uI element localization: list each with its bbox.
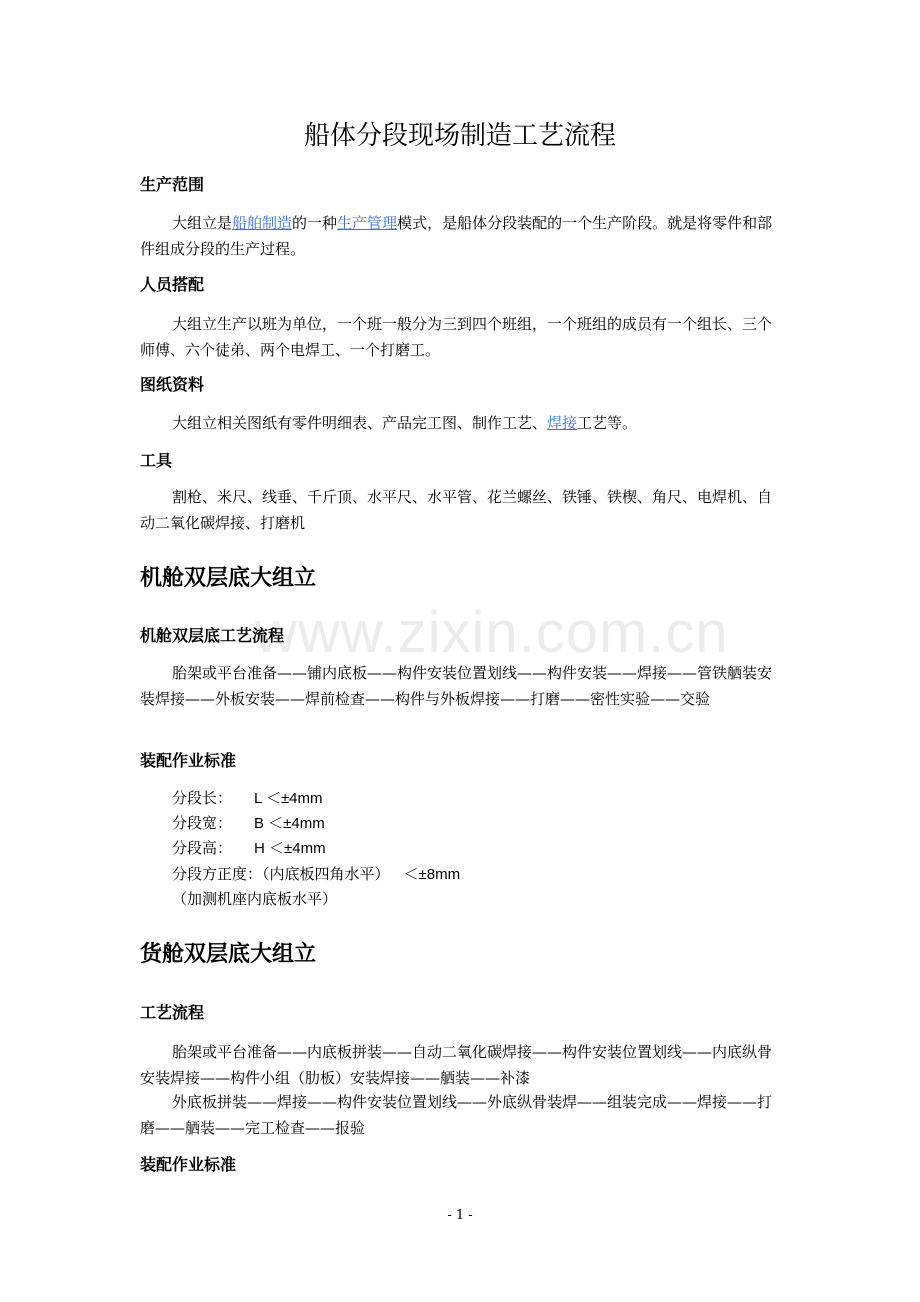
spec-height xyxy=(172,836,326,861)
heading-cargo-standard: 装配作业标准 xyxy=(140,1155,237,1174)
watermark: www.zixin.com.cn xyxy=(255,600,729,665)
heading-engine-room: 机舱双层底大组立 xyxy=(140,566,317,591)
heading-drawings: 图纸资料 xyxy=(140,375,205,394)
scope-text-b: 的一种 xyxy=(292,214,338,232)
squareness-value: ＜±8mm xyxy=(403,866,461,883)
paragraph-cargo-process-1: 胎架或平台准备——内底板拼装——自动二氧化碳焊接——构件安装位置划线——内底纵骨安装焊接——构件小组（肋板）安装焊接——舾装——补漆 xyxy=(140,1043,773,1087)
link-welding[interactable]: 焊接 xyxy=(547,414,578,432)
paragraph-engine-process: 胎架或平台准备——铺内底板——构件安装位置划线——构件安装——焊接——管铁舾装安装焊接——外板安装——焊前检查——构件与外板焊接——打磨——密性实验——交验 xyxy=(140,664,773,708)
heading-engine-process: 机舱双层底工艺流程 xyxy=(140,626,285,645)
paragraph-scope xyxy=(140,210,782,262)
spec-label: 分段高： xyxy=(172,839,233,857)
heading-cargo-hold: 货舱双层底大组立 xyxy=(140,942,317,967)
page-title: 船体分段现场制造工艺流程 xyxy=(303,121,616,151)
page-number: - 1 - xyxy=(447,1208,473,1223)
drawings-text-a: 大组立相关图纸有零件明细表、产品完工图、制作工艺、 xyxy=(172,414,548,432)
spec-label: 分段长： xyxy=(172,789,233,807)
squareness-label: 分段方正度：（内底板四角水平） xyxy=(172,865,390,883)
heading-engine-standard: 装配作业标准 xyxy=(140,751,237,770)
paragraph-tools: 割枪、米尺、线垂、千斤顶、水平尺、水平管、花兰螺丝、铁锤、铁楔、角尺、电焊机、自动二氧化碳焊接、打磨机 xyxy=(140,488,773,532)
scope-text-c: 模式，是船体分段装配的一个生产阶段。就是将零件和部件组成分段的生产过程。 xyxy=(140,214,773,258)
paragraph-staff: 大组立生产以班为单位，一个班一般分为三到四个班组，一个班组的成员有一个组长、三个师傅、六个徒弟、两个电焊工、一个打磨工。 xyxy=(140,315,773,359)
drawings-text-b: 工艺等。 xyxy=(577,414,638,432)
spec-value: B ＜±4mm xyxy=(254,815,325,832)
link-production-management[interactable]: 生产管理 xyxy=(337,214,398,232)
paragraph-cargo-process-2: 外底板拼装——焊接——构件安装位置划线——外底纵骨装焊——组装完成——焊接——打磨——舾装——完工检查——报验 xyxy=(140,1093,773,1137)
spec-value: H ＜±4mm xyxy=(254,840,326,857)
heading-staff: 人员搭配 xyxy=(140,275,205,294)
heading-scope: 生产范围 xyxy=(140,175,205,194)
spec-length xyxy=(172,786,323,811)
spec-width xyxy=(172,811,325,836)
scope-text-a: 大组立是 xyxy=(172,214,233,232)
heading-cargo-process: 工艺流程 xyxy=(140,1003,205,1022)
paragraph-drawings xyxy=(140,410,782,436)
spec-label: 分段宽： xyxy=(172,814,233,832)
heading-tools: 工具 xyxy=(140,451,173,470)
note-engine-seat: （加测机座内底板水平） xyxy=(172,890,338,908)
link-shipbuilding[interactable]: 船舶制造 xyxy=(232,214,293,232)
spec-squareness xyxy=(172,862,460,887)
spec-value: L ＜±4mm xyxy=(254,790,323,807)
